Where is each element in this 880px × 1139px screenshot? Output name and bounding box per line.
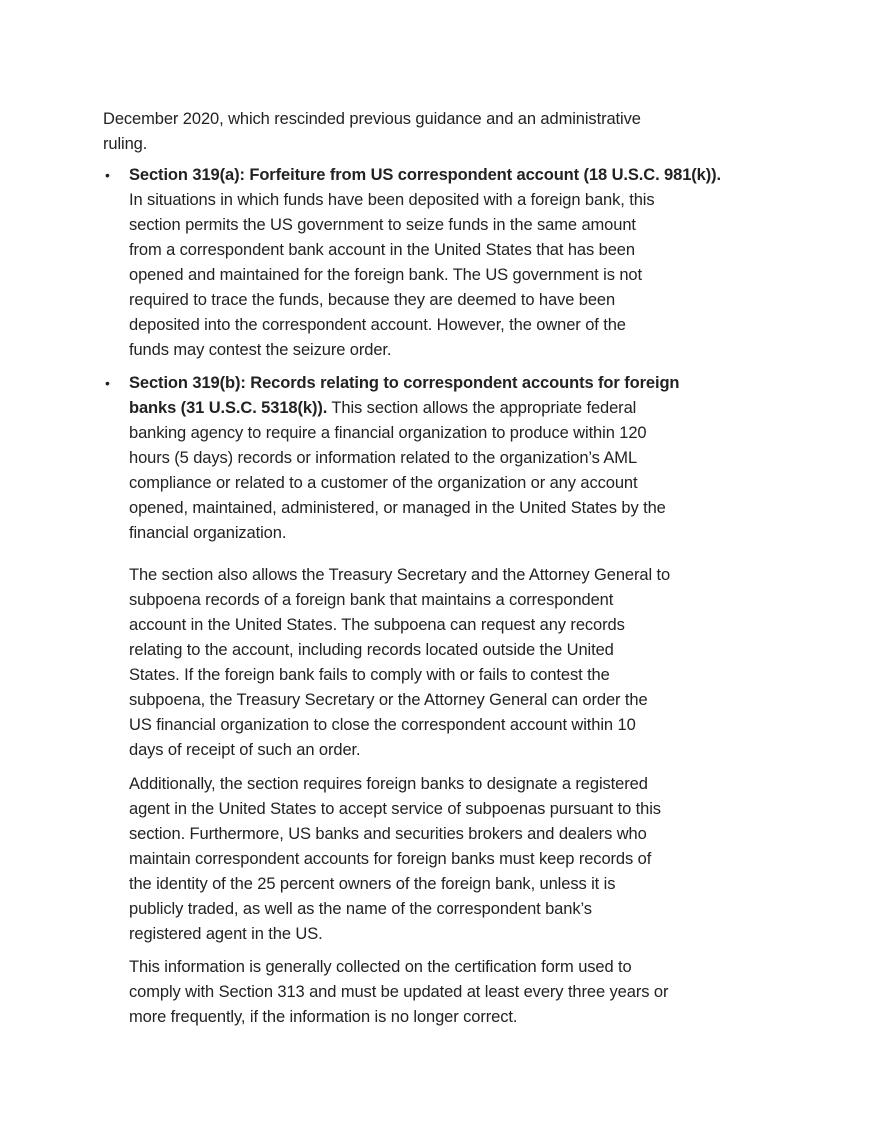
text-line: opened and maintained for the foreign bank. The US government is not	[129, 266, 642, 284]
paragraph-subpoena	[129, 563, 670, 763]
text-line: financial organization.	[129, 524, 287, 542]
bold-heading: Section 319(b): Records relating to correspondent accounts for foreign	[129, 374, 680, 392]
bold-heading: banks (31 U.S.C. 5318(k)).	[129, 399, 328, 417]
text-line: maintain correspondent accounts for foreign banks must keep records of	[129, 850, 652, 868]
text-line: days of receipt of such an order.	[129, 741, 361, 759]
text-line: comply with Section 313 and must be updated at least every three years or	[129, 983, 669, 1001]
text-line: ruling.	[103, 135, 148, 153]
text-line: subpoena, the Treasury Secretary or the Attorney General can order the	[129, 691, 648, 709]
text-line: section permits the US government to seize funds in the same amount	[129, 216, 636, 234]
text-line: funds may contest the seizure order.	[129, 341, 392, 359]
text-line: States. If the foreign bank fails to comply with or fails to contest the	[129, 666, 610, 684]
bullet-icon: •	[105, 167, 110, 183]
text-line: the identity of the 25 percent owners of the foreign bank, unless it is	[129, 875, 616, 893]
text-line: publicly traded, as well as the name of the correspondent bank’s	[129, 900, 592, 918]
text-line: December 2020, which rescinded previous guidance and an administrative	[103, 110, 641, 128]
text-line: agent in the United States to accept service of subpoenas pursuant to this	[129, 800, 661, 818]
text-line: opened, maintained, administered, or managed in the United States by the	[129, 499, 666, 517]
text-line: Additionally, the section requires foreign banks to designate a registered	[129, 775, 648, 793]
text-line: required to trace the funds, because they are deemed to have been	[129, 291, 616, 309]
text-line: In situations in which funds have been deposited with a foreign bank, this	[129, 191, 655, 209]
bullet-section-319a	[105, 163, 722, 363]
text-line: This information is generally collected on the certification form used to	[129, 958, 632, 976]
text-line: hours (5 days) records or information related to the organization’s AML	[129, 449, 638, 467]
text-line: from a correspondent bank account in the United States that has been	[129, 241, 635, 259]
paragraph-registered-agent	[129, 772, 661, 947]
text-line: This section allows the appropriate federal	[327, 399, 637, 417]
text-line: deposited into the correspondent account. However, the owner of the	[129, 316, 626, 334]
intro-paragraph	[103, 107, 641, 157]
bullet-icon: •	[105, 375, 110, 391]
bold-heading: Section 319(a): Forfeiture from US correspondent account (18 U.S.C. 981(k)).	[129, 166, 722, 184]
text-line: compliance or related to a customer of the organization or any account	[129, 474, 638, 492]
text-line: account in the United States. The subpoena can request any records	[129, 616, 625, 634]
bullet-section-319b	[105, 371, 680, 546]
text-line: relating to the account, including records located outside the United	[129, 641, 614, 659]
text-line: section. Furthermore, US banks and securities brokers and dealers who	[129, 825, 647, 843]
text-line: banking agency to require a financial organization to produce within 120	[129, 424, 647, 442]
text-line: registered agent in the US.	[129, 925, 323, 943]
text-line: subpoena records of a foreign bank that maintains a correspondent	[129, 591, 614, 609]
text-line: more frequently, if the information is no longer correct.	[129, 1008, 518, 1026]
paragraph-certification	[129, 955, 668, 1030]
text-line: The section also allows the Treasury Secretary and the Attorney General to	[129, 566, 671, 584]
text-line: US financial organization to close the correspondent account within 10	[129, 716, 636, 734]
